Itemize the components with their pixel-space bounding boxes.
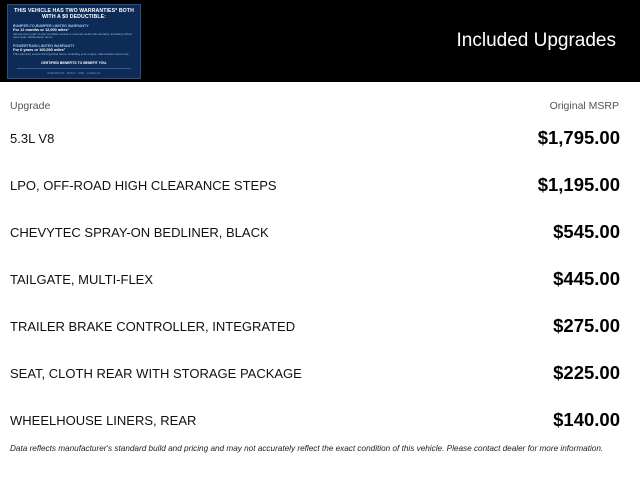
- upgrade-name: CHEVYTEC SPRAY-ON BEDLINER, BLACK: [10, 225, 269, 240]
- upgrade-name: WHEELHOUSE LINERS, REAR: [10, 413, 197, 428]
- upgrade-row: [0, 398, 640, 445]
- warranty-block-subtitle: For 6 years or 100,000 miles²: [13, 48, 65, 53]
- upgrade-price: $1,795.00: [537, 127, 620, 148]
- column-header-upgrade: Upgrade: [10, 100, 51, 112]
- upgrade-row: [0, 163, 640, 210]
- upgrade-price: $1,195.00: [537, 174, 620, 195]
- warranty-block-title: BUMPER-TO-BUMPER LIMITED WARRANTY: [13, 24, 89, 28]
- upgrade-price: $275.00: [553, 315, 620, 336]
- warranty-block-subtitle: For 12 months or 12,000 miles¹: [13, 28, 69, 33]
- warranty-divider: [17, 68, 131, 69]
- warranty-headline: THIS VEHICLE HAS TWO WARRANTIES* BOTH WITH A $0 DEDUCTIBLE:: [14, 8, 134, 20]
- warranty-block-powertrain: [13, 44, 135, 56]
- upgrade-row: [0, 257, 640, 304]
- upgrade-name: TAILGATE, MULTI-FLEX: [10, 272, 154, 287]
- upgrade-name: LPO, OFF-ROAD HIGH CLEARANCE STEPS: [10, 178, 277, 193]
- warranty-block-text: Almost every part of your Certified vehicle is covered under this warranty, including virtual open-sale maintenance items.: [13, 31, 132, 40]
- upgrade-price: $445.00: [553, 268, 620, 289]
- warranty-block-bumper: [13, 24, 135, 40]
- pricing-disclaimer: Data reflects manufacturer's standard build and pricing and may not accurately reflect the exact condition of this vehicle. Please contact dealer for more information.: [10, 444, 604, 453]
- warranty-block-text: This warranty covers the big ticket items, including your engine, transmission and more.: [13, 51, 130, 56]
- header-bar: [0, 0, 640, 82]
- column-header-msrp: Original MSRP: [549, 100, 619, 112]
- upgrade-name: 5.3L V8: [10, 131, 55, 146]
- warranty-brands: CHEVROLET · BUICK · GMC · CADILLAC: [47, 70, 101, 75]
- upgrade-price: $140.00: [553, 409, 620, 430]
- upgrade-price: $545.00: [553, 221, 620, 242]
- page-title: Included Upgrades: [456, 30, 616, 51]
- warranty-promo-image[interactable]: [7, 4, 141, 79]
- upgrade-row: [0, 351, 640, 398]
- warranty-footer: CERTIFIED BENEFITS TO BENEFIT YOU.: [41, 60, 107, 65]
- upgrade-row: [0, 304, 640, 351]
- warranty-block-title: POWERTRAIN LIMITED WARRANTY: [13, 44, 75, 49]
- upgrade-row: [0, 210, 640, 257]
- upgrade-price: $225.00: [553, 362, 620, 383]
- upgrade-name: TRAILER BRAKE CONTROLLER, INTEGRATED: [10, 319, 296, 334]
- upgrade-row: [0, 116, 640, 163]
- upgrade-name: SEAT, CLOTH REAR WITH STORAGE PACKAGE: [10, 366, 302, 381]
- upgrade-list: [0, 116, 640, 445]
